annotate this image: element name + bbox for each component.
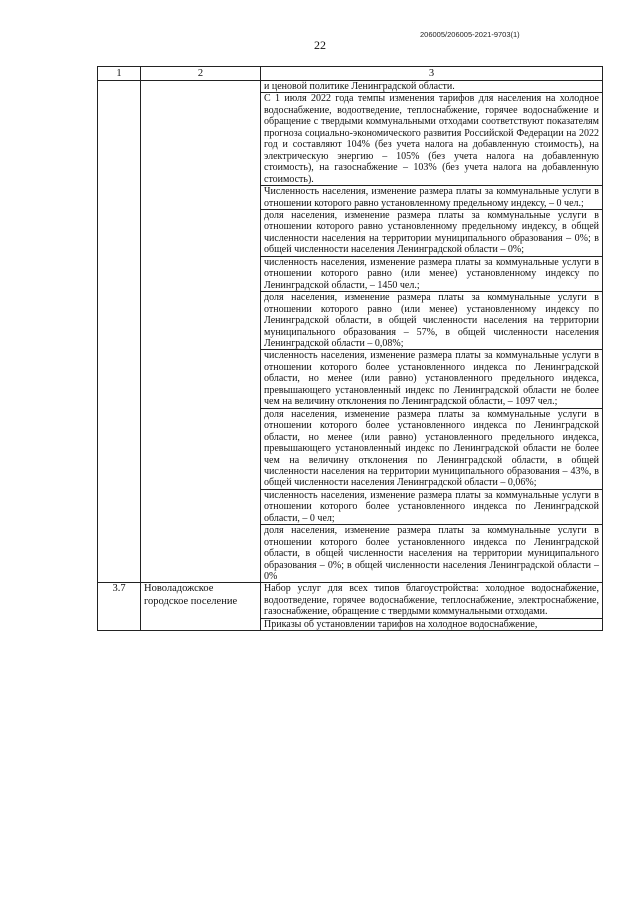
paragraph: доля населения, изменение размера платы за коммунальные услуги в отношении которого более установленного индекса по Ленинградской области, но менее (или равно) установленного предельного индекса, превышающего установленный индекс по Ленинградской области не более чем на величину отклонения по Ленинградской области, в общей численности населения на территории муниципального образования – 43%, в общей численности населения Ленинградской области – 0,06%; — [261, 408, 602, 489]
paragraph: С 1 июля 2022 года темпы изменения тарифов для населения на холодное водоснабжение, водоотведение, теплоснабжение, горячее водоснабжение и обращение с твердыми коммунальными отходами соответствуют показателям прогноза социально-экономического развития Российской Федерации на 2022 год и составляют 104% (без учета налога на добавленную стоимость), на электрическую энергию – 105% (без учета налога на добавленную стоимость), на газоснабжение – 103% (без учета налога на добавленную стоимость). — [261, 92, 602, 185]
paragraph: численность населения, изменение размера платы за коммунальные услуги в отношении которого более установленного индекса по Ленинградской области, но менее (или равно) установленного предельного индекса, превышающего установленный индекс по Ленинградской области не более чем на величину отклонения по Ленинградской области, – 1097 чел.; — [261, 349, 602, 407]
column-header-2: 2 — [141, 67, 261, 81]
table-row-3-7 — [98, 583, 603, 631]
column-header-3: 3 — [261, 67, 603, 81]
paragraph: Численность населения, изменение размера платы за коммунальные услуги в отношении которого равно установленному предельному индексу, – 0 чел.; — [261, 185, 602, 209]
cell-description — [261, 583, 603, 631]
cell-name-empty — [141, 81, 261, 583]
cell-description — [261, 81, 603, 583]
table-row-continued — [98, 81, 603, 583]
paragraph: доля населения, изменение размера платы за коммунальные услуги в отношении которого равно установленному предельному индексу, в общей численности населения на территории муниципального образования – 0%; в общей численности населения Ленинградской области – 0%; — [261, 209, 602, 256]
page-number: 22 — [314, 38, 326, 52]
cell-row-number: 3.7 — [98, 583, 141, 631]
column-header-1: 1 — [98, 67, 141, 81]
paragraph: доля населения, изменение размера платы за коммунальные услуги в отношении которого более установленного индекса по Ленинградской области, в общей численности населения на территории муниципального образования – 0%; в общей численности населения Ленинградской области – 0% — [261, 524, 602, 582]
paragraph: доля населения, изменение размера платы за коммунальные услуги в отношении которого равно (или менее) установленному индексу по Ленинградской области, в общей численности населения на территории муниципального образования – 57%, в общей численности населения Ленинградской области – 0,08%; — [261, 291, 602, 349]
cell-settlement-name: Новоладожское городское поселение — [141, 583, 261, 631]
paragraph: численность населения, изменение размера платы за коммунальные услуги в отношении которого равно (или менее) установленному индексу по Ленинградской области, – 1450 чел.; — [261, 256, 602, 291]
paragraph: численность населения, изменение размера платы за коммунальные услуги в отношении которого более установленного индекса по Ленинградской области, – 0 чел; — [261, 489, 602, 524]
document-code: 206005/206005-2021-9703(1) — [420, 30, 520, 39]
data-table — [97, 66, 603, 631]
cell-number-empty — [98, 81, 141, 583]
paragraph: Приказы об установлении тарифов на холодное водоснабжение, — [261, 618, 602, 630]
paragraph: и ценовой политике Ленинградской области. — [264, 81, 455, 92]
paragraph: Набор услуг для всех типов благоустройства: холодное водоснабжение, водоотведение, горячее водоснабжение, теплоснабжение, электроснабжение, газоснабжение, обращение с твердыми коммунальными отходами. — [264, 583, 599, 618]
table-header-row — [98, 67, 603, 81]
